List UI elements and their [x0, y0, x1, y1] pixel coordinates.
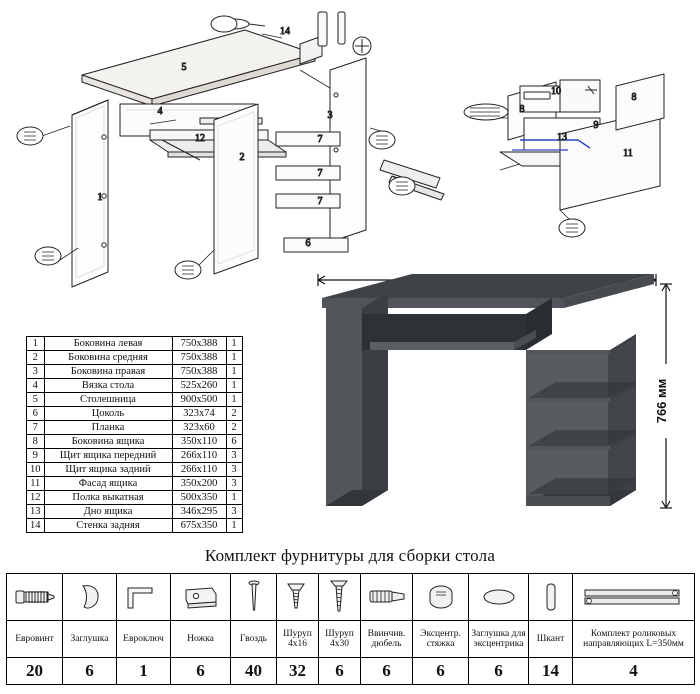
part-dimension: 266x110 [172, 463, 226, 477]
part-number: 8 [27, 435, 45, 449]
callout-6: 6 [305, 238, 311, 249]
part-quantity: 1 [226, 519, 242, 533]
part-dimension: 675x350 [172, 519, 226, 533]
part-dimension: 750x388 [172, 365, 226, 379]
table-row [27, 421, 243, 435]
part-name: Планка [44, 421, 172, 435]
part-table-top [82, 30, 315, 106]
table-row [27, 519, 243, 533]
part-number: 11 [27, 477, 45, 491]
table-row [27, 449, 243, 463]
callout-8b: 8 [631, 92, 637, 103]
callout-12: 12 [195, 133, 205, 144]
part-name: Вязка стола [44, 379, 172, 393]
count-slide-rails: 4 [573, 658, 695, 685]
slide-rails-icon [579, 580, 689, 614]
exploded-assembly-diagram [0, 0, 700, 290]
cell-screw-4x16 [277, 574, 319, 621]
part-number: 12 [27, 491, 45, 505]
part-quantity: 1 [226, 393, 242, 407]
part-number: 9 [27, 449, 45, 463]
part-name: Боковина правая [44, 365, 172, 379]
part-quantity: 2 [226, 407, 242, 421]
cell-eccentric-tie [413, 574, 469, 621]
cell-nail [231, 574, 277, 621]
part-quantity: 3 [226, 477, 242, 491]
part-name: Цоколь [44, 407, 172, 421]
part-quantity: 3 [226, 505, 242, 519]
callout-8a: 8 [519, 104, 525, 115]
part-name: Боковина левая [44, 337, 172, 351]
eccentric-tie-icon [423, 579, 459, 615]
count-eccentric-tie: 6 [413, 658, 469, 685]
hardware-icon-row [7, 574, 695, 621]
count-eccentric-cap: 6 [469, 658, 529, 685]
label-slide-rails: Комплект роликовых направляющих L=350мм [573, 621, 695, 658]
part-name: Боковина средняя [44, 351, 172, 365]
cell-foot [171, 574, 231, 621]
count-dowel-screw: 6 [361, 658, 413, 685]
table-row [27, 435, 243, 449]
cell-dowel-screw [361, 574, 413, 621]
label-eccentric-cap: Заглушка для эксцентрика [469, 621, 529, 658]
part-name: Фасад ящика [44, 477, 172, 491]
label-screw-4x16: Шуруп 4х16 [277, 621, 319, 658]
cell-euro-key [117, 574, 171, 621]
table-row [27, 351, 243, 365]
desk-body [322, 274, 654, 506]
part-dimension: 500x350 [172, 491, 226, 505]
part-number: 2 [27, 351, 45, 365]
count-dowel: 14 [529, 658, 573, 685]
part-quantity: 3 [226, 463, 242, 477]
parts-list-table [26, 336, 243, 533]
label-euro-screw: Евровинт [7, 621, 63, 658]
cell-slide-rails [573, 574, 695, 621]
count-euro-screw: 20 [7, 658, 63, 685]
callout-9: 9 [593, 120, 599, 131]
part-quantity: 1 [226, 379, 242, 393]
table-row [27, 365, 243, 379]
part-number: 1 [27, 337, 45, 351]
hardware-kit-table [6, 573, 695, 685]
callout-1: 1 [97, 192, 103, 203]
part-dimension: 750x388 [172, 351, 226, 365]
part-right-side-panel [327, 58, 366, 242]
euro-screw-icon [12, 579, 58, 615]
callout-11: 11 [623, 148, 633, 159]
parts-list-body [27, 337, 243, 533]
cell-dowel [529, 574, 573, 621]
cell-eccentric-cap [469, 574, 529, 621]
callout-7c: 7 [317, 196, 323, 207]
drawer-fronts [528, 338, 636, 494]
hardware-kit-title: Комплект фурнитуры для сборки стола [204, 546, 496, 565]
part-dimension: 750x388 [172, 337, 226, 351]
callout-2: 2 [239, 152, 245, 163]
count-screw-4x30: 6 [319, 658, 361, 685]
part-quantity: 3 [226, 449, 242, 463]
table-row [27, 477, 243, 491]
cell-cap [63, 574, 117, 621]
part-name: Щит ящика передний [44, 449, 172, 463]
callout-5: 5 [181, 62, 187, 73]
part-name: Столешница [44, 393, 172, 407]
desk-height-label: 766 мм [654, 378, 669, 424]
label-foot: Ножка [171, 621, 231, 658]
label-screw-4x30: Шуруп 4х30 [319, 621, 361, 658]
label-dowel-screw: Ввинчив. дюбель [361, 621, 413, 658]
part-number: 13 [27, 505, 45, 519]
foot-icon [178, 580, 224, 614]
part-dimension: 266x110 [172, 449, 226, 463]
finished-desk-illustration [300, 258, 690, 548]
part-dimension: 323x60 [172, 421, 226, 435]
part-dimension: 350x110 [172, 435, 226, 449]
screw-4x30-icon [323, 577, 357, 617]
label-dowel: Шкант [529, 621, 573, 658]
callout-14: 14 [280, 26, 290, 37]
callout-13: 13 [557, 132, 567, 143]
part-quantity: 2 [226, 421, 242, 435]
part-number: 4 [27, 379, 45, 393]
label-euro-key: Евроключ [117, 621, 171, 658]
hardware-count-row [7, 658, 695, 685]
cell-screw-4x30 [319, 574, 361, 621]
part-number: 10 [27, 463, 45, 477]
part-dimension: 346x295 [172, 505, 226, 519]
table-row [27, 463, 243, 477]
table-row [27, 379, 243, 393]
part-dimension: 900x500 [172, 393, 226, 407]
callout-7b: 7 [317, 168, 323, 179]
eccentric-cap-icon [477, 584, 521, 610]
label-eccentric-tie: Эксцентр. стяжка [413, 621, 469, 658]
label-cap: Заглушка [63, 621, 117, 658]
part-number: 3 [27, 365, 45, 379]
part-dimension: 525x260 [172, 379, 226, 393]
part-quantity: 1 [226, 337, 242, 351]
part-name: Щит ящика задний [44, 463, 172, 477]
part-dimension: 323x74 [172, 407, 226, 421]
euro-key-icon [122, 580, 166, 614]
part-middle-side-panel [214, 104, 258, 274]
part-number: 5 [27, 393, 45, 407]
part-name: Дно ящика [44, 505, 172, 519]
part-number: 6 [27, 407, 45, 421]
nail-icon [244, 578, 264, 616]
callout-7a: 7 [317, 134, 323, 145]
table-row [27, 337, 243, 351]
count-cap: 6 [63, 658, 117, 685]
callout-3: 3 [327, 110, 333, 121]
part-number: 14 [27, 519, 45, 533]
keyboard-shelf [370, 342, 514, 350]
part-dimension: 350x200 [172, 477, 226, 491]
part-quantity: 1 [226, 351, 242, 365]
cap-icon [73, 580, 107, 614]
table-row [27, 491, 243, 505]
table-row [27, 393, 243, 407]
count-screw-4x16: 32 [277, 658, 319, 685]
table-row [27, 505, 243, 519]
part-name: Полка выкатная [44, 491, 172, 505]
dowel-screw-icon [364, 582, 410, 612]
cell-euro-screw [7, 574, 63, 621]
part-left-side-panel [72, 100, 108, 287]
label-nail: Гвоздь [231, 621, 277, 658]
dowel-icon [540, 579, 562, 615]
desk-left-panel [326, 308, 362, 506]
callout-4: 4 [157, 106, 163, 117]
hardware-label-row [7, 621, 695, 658]
screw-4x16-icon [281, 578, 315, 616]
part-name: Боковина ящика [44, 435, 172, 449]
callout-10: 10 [551, 86, 561, 97]
count-nail: 40 [231, 658, 277, 685]
part-quantity: 1 [226, 491, 242, 505]
part-quantity: 1 [226, 365, 242, 379]
part-name: Стенка задняя [44, 519, 172, 533]
part-number: 7 [27, 421, 45, 435]
table-row [27, 407, 243, 421]
count-foot: 6 [171, 658, 231, 685]
count-euro-key: 1 [117, 658, 171, 685]
part-quantity: 6 [226, 435, 242, 449]
